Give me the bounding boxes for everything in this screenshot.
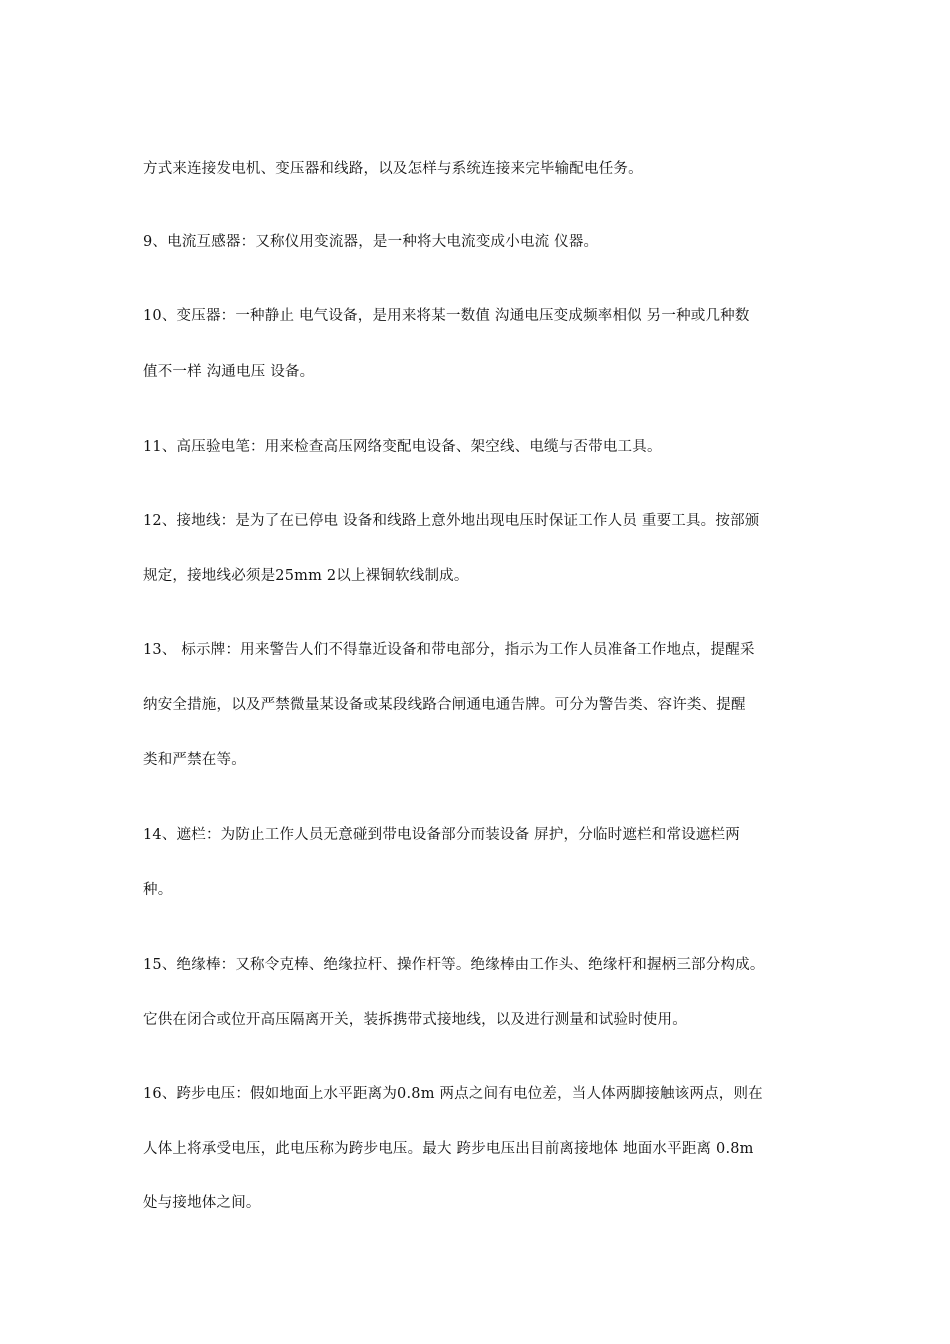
- text-line: 值不一样 沟通电压 设备。: [143, 364, 315, 380]
- text-line: 13、 标示牌：用来警告人们不得靠近设备和带电部分，指示为工作人员准备工作地点，提醒采: [143, 642, 755, 658]
- text-line: 14、遮栏：为防止工作人员无意碰到带电设备部分而装设备 屏护，分临时遮栏和常设遮栏两: [143, 827, 740, 843]
- text-line: 15、绝缘棒：又称令克棒、绝缘拉杆、操作杆等。绝缘棒由工作头、绝缘杆和握柄三部分构成。: [143, 957, 765, 973]
- text-line: 10、变压器：一种静止 电气设备，是用来将某一数值 沟通电压变成频率相似 另一种或几种数: [143, 308, 750, 324]
- text-line: 9、电流互感器：又称仪用变流器，是一种将大电流变成小电流 仪器。: [143, 234, 599, 250]
- text-line: 种。: [143, 882, 173, 898]
- text-line: 纳安全措施，以及严禁微量某设备或某段线路合闸通电通告牌。可分为警告类、容许类、提醒: [143, 697, 746, 713]
- text-line: 方式来连接发电机、变压器和线路，以及怎样与系统连接来完毕输配电任务。: [143, 161, 643, 177]
- text-line: 12、接地线：是为了在已停电 设备和线路上意外地出现电压时保证工作人员 重要工具。按部颁: [143, 513, 760, 529]
- text-line: 处与接地体之间。: [143, 1195, 261, 1211]
- text-line: 11、高压验电笔：用来检查高压网络变配电设备、架空线、电缆与否带电工具。: [143, 439, 662, 455]
- text-line: 它供在闭合或位开高压隔离开关，装拆携带式接地线，以及进行测量和试验时使用。: [143, 1012, 687, 1028]
- text-line: 16、跨步电压：假如地面上水平距离为0.8m 两点之间有电位差，当人体两脚接触该两点，则在: [143, 1086, 763, 1102]
- text-line: 规定，接地线必须是25mm 2以上裸铜软线制成。: [143, 568, 469, 584]
- text-line: 类和严禁在等。: [143, 752, 246, 768]
- text-line: 人体上将承受电压，此电压称为跨步电压。最大 跨步电压出目前离接地体 地面水平距离 0.8m: [143, 1141, 754, 1157]
